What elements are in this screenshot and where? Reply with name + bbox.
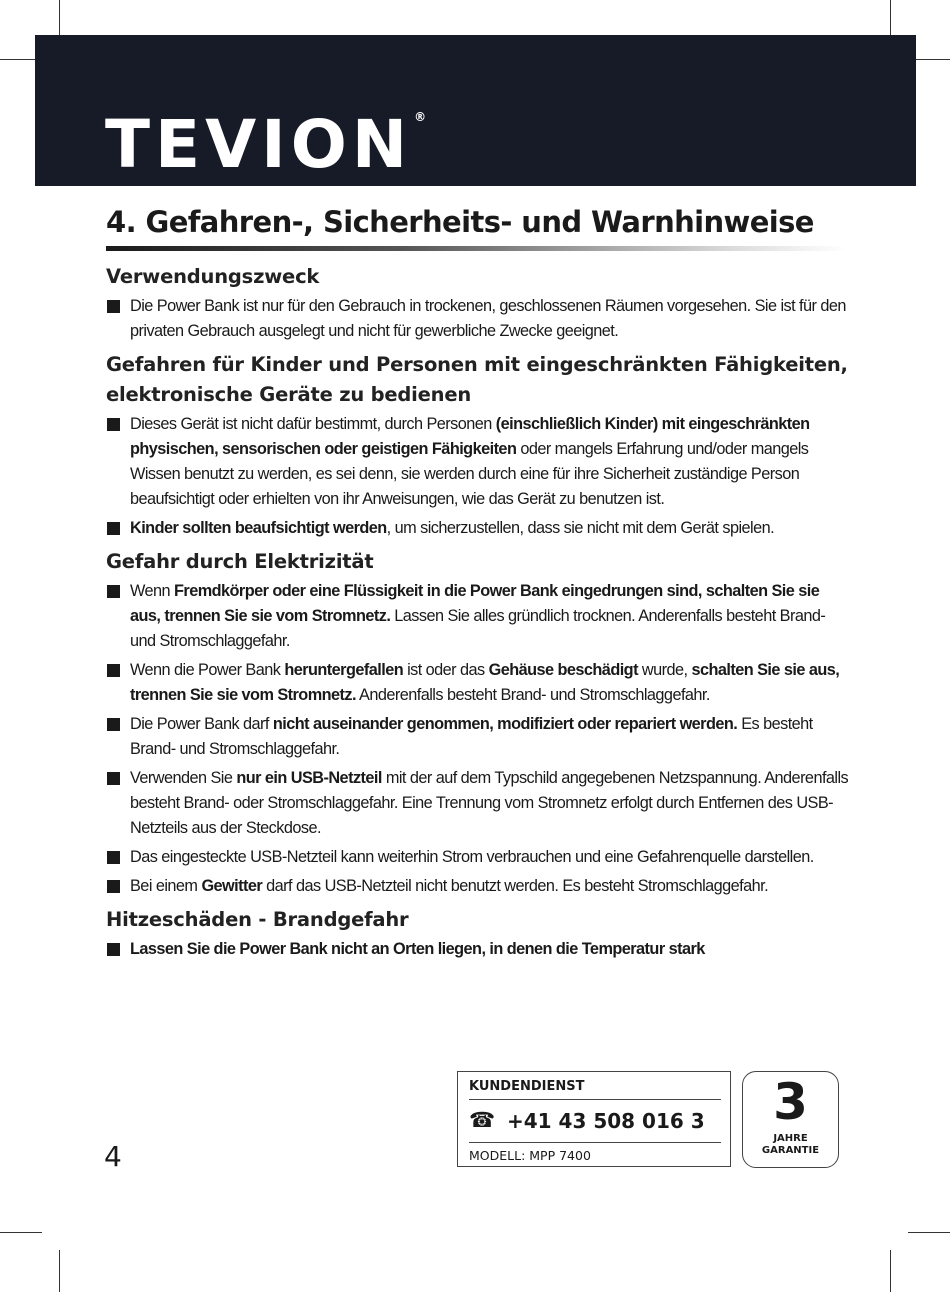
page-title: 4. Gefahren-, Sicherheits- und Warnhinweise [106,205,814,239]
emphasized-text: nicht auseinander genommen, modifiziert oder repariert werden. [272,715,738,733]
crop-mark [908,1232,950,1233]
list-item [106,658,851,708]
body-text: Verwenden Sie [130,769,237,787]
safety-content [106,262,851,966]
body-text: Anderenfalls besteht Brand- und Stromschlaggefahr. [355,686,710,704]
crop-mark [0,1232,42,1233]
list-item [106,412,851,512]
body-text: Die Power Bank darf [130,715,273,733]
bullet-list [106,294,851,344]
body-text: Es besteht Brand- und Stromschlaggefahr. [130,715,813,758]
service-phone-row [469,1108,705,1134]
body-text: oder mangels Erfahrung und/oder mangels Wissen benutzt zu werden, es sei denn, sie werden durch eine für ihre Sicherheit zuständige Person beaufsichtigt oder erhielten von ihr Anweisungen, wie das Gerät zu benutzen ist. [130,440,809,508]
emphasized-text: Gehäuse beschädigt [488,661,638,679]
emphasized-text: Lassen Sie die Power Bank nicht an Orten liegen, in denen die Temperatur stark [130,940,705,958]
body-text: darf das USB-Netzteil nicht benutzt werden. Es besteht Stromschlaggefahr. [262,877,769,895]
emphasized-text: nur ein USB-Netzteil [236,769,382,787]
body-text: Bei einem [130,877,202,895]
body-text: Das eingesteckte USB-Netzteil kann weiterhin Strom verbrauchen und eine Gefahrenquelle darstellen. [130,848,814,866]
body-text: ist oder das [403,661,489,679]
title-divider [106,246,846,251]
list-item [106,579,851,654]
emphasized-text: Kinder sollten beaufsichtigt werden [130,519,387,537]
section-heading: Verwendungszweck [106,265,320,288]
brand-logo: TEVION ® [105,106,427,183]
model-number: MODELL: MPP 7400 [469,1148,591,1163]
list-item [106,845,851,870]
section-heading: Gefahren für Kinder und Personen mit eingeschränkten Fähigkeiten, elektronische Geräte zu bedienen [106,353,848,406]
page-number: 4 [104,1140,122,1173]
warranty-years: 3 [773,1073,808,1131]
list-item [106,516,851,541]
customer-service-box [457,1071,731,1167]
crop-mark [59,1250,60,1292]
section-heading: Gefahr durch Elektrizität [106,550,374,573]
list-item [106,874,851,899]
body-text: Lassen Sie alles gründlich trocknen. Anderenfalls besteht Brand- und Stromschlaggefahr. [130,607,826,650]
warranty-label-years: JAHRE [773,1133,808,1144]
crop-mark [890,1250,891,1292]
body-text: Dieses Gerät ist nicht dafür bestimmt, durch Personen [130,415,496,433]
warranty-label-guarantee: GARANTIE [761,1145,820,1156]
brand-header [35,35,916,186]
service-divider [469,1099,721,1100]
bullet-list [106,412,851,541]
body-text: , um sicherzustellen, dass sie nicht mit dem Gerät spielen. [386,519,775,537]
emphasized-text: Fremdkörper oder eine Flüssigkeit in die Power Bank eingedrungen sind, schalten Sie sie aus, trennen Sie sie vom Stromnetz. [130,582,820,625]
list-item [106,712,851,762]
warranty-badge [742,1071,839,1168]
emphasized-text: Gewitter [201,877,263,895]
emphasized-text: schalten Sie sie aus, trennen Sie sie vom Stromnetz. [130,661,840,704]
list-item [106,766,851,841]
telephone-icon: ☎ [469,1109,496,1132]
registered-mark: ® [414,110,427,124]
service-divider [469,1142,721,1143]
service-label: KUNDENDIENST [469,1079,585,1094]
emphasized-text: heruntergefallen [284,661,404,679]
section-heading: Hitzeschäden - Brandgefahr [106,908,409,931]
body-text: wurde, [637,661,692,679]
body-text: Wenn [130,582,175,600]
body-text: Wenn die Power Bank [130,661,285,679]
body-text: mit der auf dem Typschild angegebenen Netzspannung. Anderenfalls besteht Brand- oder Stromschlaggefahr. Eine Trennung vom Stromnetz erfolgt durch Entfernen des USB-Netzteils aus der Steckdose. [130,769,849,837]
service-phone-number: +41 43 508 016 3 [507,1109,705,1133]
emphasized-text: (einschließlich Kinder) mit eingeschränkten physischen, sensorischen oder geistigen Fähigkeiten [130,415,810,458]
bullet-list [106,579,851,899]
body-text: Die Power Bank ist nur für den Gebrauch in trockenen, geschlossenen Räumen vorgesehen. Sie ist für den privaten Gebrauch ausgelegt und nicht für gewerbliche Zwecke geeignet. [130,297,846,340]
list-item [106,294,851,344]
bullet-list [106,937,851,962]
list-item [106,937,851,962]
